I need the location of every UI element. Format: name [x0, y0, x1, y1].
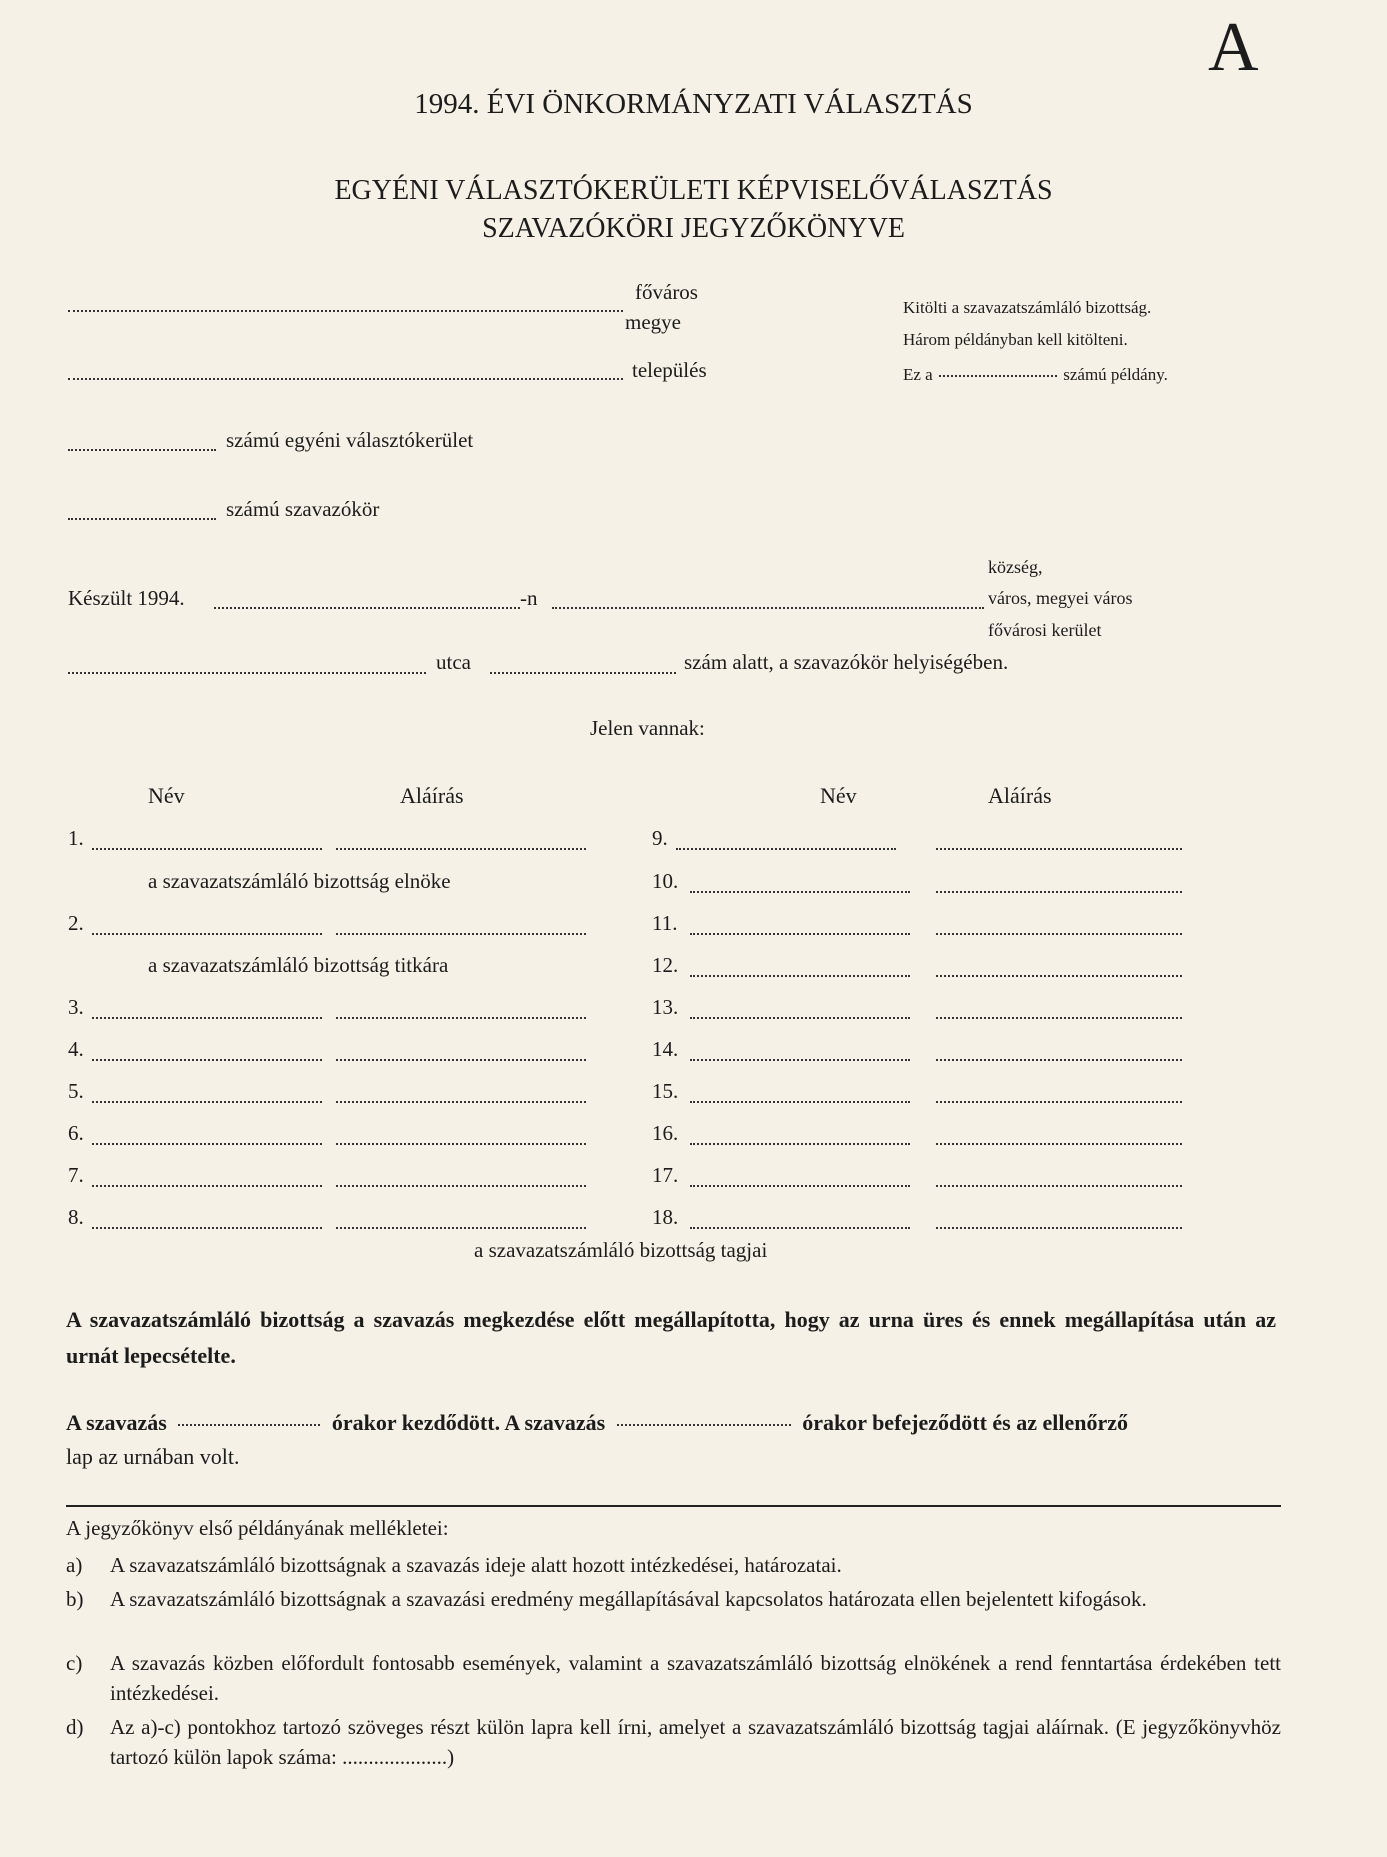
utca-label: utca [436, 650, 471, 674]
member-signature-field[interactable] [336, 1017, 586, 1019]
district-number-field[interactable] [68, 449, 216, 451]
member-signature-field[interactable] [336, 1143, 586, 1145]
district-label: számú egyéni választókerület [226, 428, 474, 452]
member-name-field[interactable] [676, 848, 896, 850]
member-name-field[interactable] [690, 1017, 910, 1019]
present-label: Jelen vannak: [590, 716, 705, 740]
member-number-right: 13. [652, 995, 679, 1019]
member-number-left: 3. [68, 995, 84, 1019]
member-number-left: 2. [68, 911, 84, 935]
signature-header-left: Aláírás [400, 783, 464, 808]
member-number-right: 18. [652, 1205, 679, 1229]
member-signature-field[interactable] [936, 1185, 1182, 1187]
member-number-right: 12. [652, 953, 679, 977]
member-number-right: 17. [652, 1163, 679, 1187]
telepules-label: település [632, 358, 707, 382]
member-number-left: 7. [68, 1163, 84, 1187]
member-number-left: 5. [68, 1079, 84, 1103]
attachment-item [66, 1648, 1281, 1708]
fill-note-line-1: Kitölti a szavazatszámláló bizottság. [903, 298, 1152, 317]
urn-statement: A szavazatszámláló bizottság a szavazás megkezdése előtt megállapította, hogy az urna üres és ennek megállapítása után az urnát lepecsételte. [66, 1307, 1276, 1368]
member-signature-field[interactable] [936, 933, 1182, 935]
location-suffix: szám alatt, a szavazókör helyiségében. [684, 650, 1009, 674]
member-name-field[interactable] [92, 848, 322, 850]
member-signature-field[interactable] [336, 933, 586, 935]
chair-label: a szavazatszámláló bizottság elnöke [148, 869, 451, 893]
attachment-text: Az a)-c) pontokhoz tartozó szöveges részt külön lapra kell írni, amelyet a szavazatszámláló bizottság tagjai aláírnak. (E jegyzőkönyvhöz tartozó külön lapok száma: ....................) [110, 1715, 1281, 1769]
divider [66, 1505, 1281, 1507]
member-name-field[interactable] [92, 933, 322, 935]
member-number-left: 1. [68, 826, 84, 850]
copy-note-prefix: Ez a [903, 365, 933, 384]
voting-time-line [66, 1410, 1128, 1436]
varos-option: város, megyei város [988, 588, 1133, 608]
member-name-field[interactable] [690, 891, 910, 893]
voting-control-sheet-text: lap az urnában volt. [66, 1444, 240, 1469]
member-signature-field[interactable] [936, 1143, 1182, 1145]
fovarosi-kerulet-option: fővárosi kerület [988, 620, 1102, 640]
member-number-right: 11. [652, 911, 678, 935]
attachment-item [66, 1550, 1281, 1580]
member-signature-field[interactable] [936, 1059, 1182, 1061]
member-name-field[interactable] [92, 1017, 322, 1019]
house-number-field[interactable] [490, 672, 676, 674]
attachment-item [66, 1584, 1281, 1614]
member-number-left: 8. [68, 1205, 84, 1229]
member-signature-field[interactable] [936, 1101, 1182, 1103]
member-number-right: 15. [652, 1079, 679, 1103]
signature-header-right: Aláírás [988, 783, 1052, 808]
member-signature-field[interactable] [336, 1059, 586, 1061]
precinct-label: számú szavazókör [226, 497, 380, 521]
subtitle-line-2: SZAVAZÓKÖRI JEGYZŐKÖNYVE [482, 213, 905, 244]
member-name-field[interactable] [690, 1059, 910, 1061]
fovaros-label: főváros [635, 280, 698, 304]
member-name-field[interactable] [92, 1143, 322, 1145]
date-field[interactable] [214, 607, 520, 609]
member-signature-field[interactable] [936, 848, 1182, 850]
attachment-text: A szavazatszámláló bizottságnak a szavazás ideje alatt hozott intézkedései, határozatai. [110, 1553, 842, 1577]
subtitle-line-1: EGYÉNI VÁLASZTÓKERÜLETI KÉPVISELŐVÁLASZTÁS [334, 175, 1053, 206]
member-name-field[interactable] [92, 1227, 322, 1229]
street-field[interactable] [68, 672, 426, 674]
voting-start-prefix: A szavazás [66, 1410, 167, 1435]
settlement-field[interactable] [68, 378, 623, 380]
member-name-field[interactable] [92, 1101, 322, 1103]
megye-label: megye [625, 310, 681, 334]
copy-number-note [903, 365, 1168, 385]
name-header-right: Név [820, 783, 857, 808]
town-field[interactable] [552, 607, 984, 609]
voting-start-field[interactable] [178, 1424, 320, 1426]
member-name-field[interactable] [690, 1143, 910, 1145]
member-name-field[interactable] [92, 1059, 322, 1061]
attachment-text: A szavazatszámláló bizottságnak a szavazási eredmény megállapításával kapcsolatos határozata ellen bejelentett kifogások. [110, 1587, 1147, 1611]
member-number-left: 4. [68, 1037, 84, 1061]
member-name-field[interactable] [690, 1101, 910, 1103]
attachment-label: a) [66, 1553, 83, 1577]
member-signature-field[interactable] [336, 848, 586, 850]
voting-end-text: órakor befejeződött és az ellenőrző [802, 1410, 1129, 1435]
secretary-label: a szavazatszámláló bizottság titkára [148, 953, 449, 977]
member-name-field[interactable] [690, 1185, 910, 1187]
member-signature-field[interactable] [936, 1227, 1182, 1229]
voting-end-field[interactable] [617, 1424, 791, 1426]
document-title: 1994. ÉVI ÖNKORMÁNYZATI VÁLASZTÁS [414, 88, 973, 120]
member-number-right: 16. [652, 1121, 679, 1145]
member-signature-field[interactable] [936, 891, 1182, 893]
attachment-label: b) [66, 1587, 84, 1611]
member-name-field[interactable] [690, 1227, 910, 1229]
document-subtitle [0, 172, 1387, 248]
members-label: a szavazatszámláló bizottság tagjai [474, 1238, 768, 1262]
precinct-number-field[interactable] [68, 518, 216, 520]
attachment-label: d) [66, 1715, 84, 1739]
member-number-right: 9. [652, 826, 668, 850]
attachment-item [66, 1712, 1281, 1772]
attachment-label: c) [66, 1651, 83, 1675]
member-number-left: 6. [68, 1121, 84, 1145]
copy-number-field[interactable] [939, 375, 1057, 377]
member-number-right: 14. [652, 1037, 679, 1061]
voting-middle-text: órakor kezdődött. A szavazás [331, 1410, 606, 1435]
copy-note-suffix: számú példány. [1063, 365, 1168, 384]
member-name-field[interactable] [690, 933, 910, 935]
member-name-field[interactable] [92, 1185, 322, 1187]
made-prefix: Készült 1994. [68, 586, 185, 610]
member-signature-field[interactable] [336, 1185, 586, 1187]
member-signature-field[interactable] [936, 975, 1182, 977]
made-suffix: -n [520, 586, 538, 610]
member-name-field[interactable] [690, 975, 910, 977]
form-variant-letter: A [1208, 9, 1259, 86]
fill-note-line-2: Három példányban kell kitölteni. [903, 330, 1128, 349]
capital-county-field[interactable] [68, 310, 623, 312]
attachment-text: A szavazás közben előfordult fontosabb események, valamint a szavazatszámláló bizottság elnökének a rend fenntartása érdekében tett intézkedései. [110, 1651, 1281, 1705]
member-signature-field[interactable] [336, 1227, 586, 1229]
kozseg-option: község, [988, 557, 1043, 577]
attachments-heading: A jegyzőkönyv első példányának mellékletei: [66, 1516, 449, 1540]
member-signature-field[interactable] [336, 1101, 586, 1103]
member-signature-field[interactable] [936, 1017, 1182, 1019]
name-header-left: Név [148, 783, 185, 808]
member-number-right: 10. [652, 869, 679, 893]
